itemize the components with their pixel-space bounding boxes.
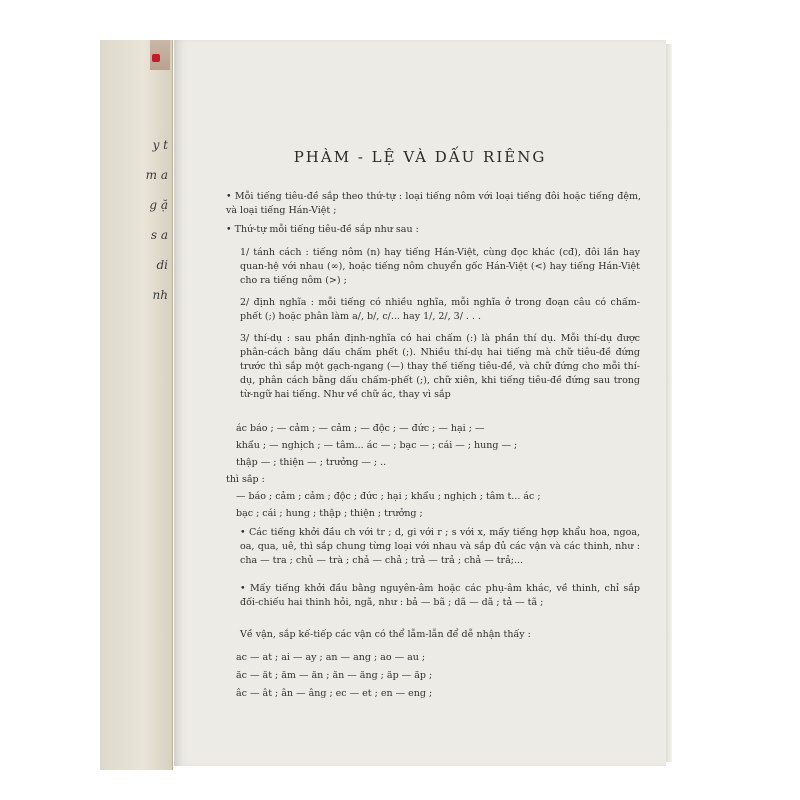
paragraph-2: • Thứ-tự mỗi tiếng tiêu-đề sắp như sau : [226,224,419,235]
vowel-row-3: âc — ât ; ân — âng ; ec — et ; en — eng ; [236,688,433,699]
paragraph-6: • Các tiếng khởi đầu ch với tr ; d, gi với r ; s với x, mấy tiếng hợp khẩu hoa, ngoa, oa, qua, uê, thì sắp chung từng loại với nhau và sắp đủ các vận và các thinh, như : cha — tra ; chủ — trà ; chả — chả ; trả — trả ; chả — trả;... [240,527,640,566]
left-page-edge [100,40,173,770]
example-line-2: khẩu ; — nghịch ; — tâm... ác — ; bạc — ; cái — ; hung — ; [236,440,518,451]
paragraph-7: • Mấy tiếng khởi đầu bằng nguyên-âm hoặc các phụ-âm khác, về thinh, chỉ sắp đối-chiếu hai thinh hỏi, ngã, như : bả — bã ; dã — dã ; tả — tã ; [240,583,640,608]
example-line-3: thập — ; thiện — ; trưởng — ; .. [236,457,387,468]
example-line-4: thì sắp : [226,474,265,485]
paragraph-4: 2/ định nghĩa : mỗi tiếng có nhiều nghĩa, mỗi nghĩa ở trong đoạn câu có chấm-phết (;) hoặc phân làm a/, b/, c/... hay 1/, 2/, 3/ . . . [240,297,640,322]
page-title: PHÀM - LỆ VÀ DẤU RIÊNG [293,148,547,166]
vowel-row-2: ăc — ăt ; ăm — ăn ; ăn — ăng ; ăp — ăp ; [236,670,433,681]
page-stack-edge [666,44,672,762]
left-margin-text: y t m a g ặ s a di nh [145,138,168,302]
example-line-5: — báo ; cảm ; cảm ; độc ; đức ; hại ; khẩu ; nghịch ; tâm t... ác ; [236,491,541,502]
spine-ribbon [152,54,160,62]
paragraph-1: • Mỗi tiếng tiêu-đề sắp theo thứ-tự : loại tiếng nôm với loại tiếng đôi hoặc tiếng đệm, và loại tiếng Hán-Việt ; [226,191,641,216]
paragraph-8: Về vận, sắp kế-tiếp các vận có thể lẫm-lẫn để dễ nhận thấy : [240,629,531,640]
paragraph-5: 3/ thí-dụ : sau phần định-nghĩa có hai chấm (:) là phần thí dụ. Mỗi thí-dụ được phân-cách bằng dấu chấm phết (;). Nhiều thí-dụ hai tiếng mà chữ tiêu-đề đứng trước thì sắp một gạch-ngang (—) thay thế tiếng tiêu-đề, và chữ đứng cho mỗi thí-dụ, phân cách bằng dấu chấm-phết (;), chữ xiên, khi tiếng tiêu-đề đứng sau trong từ-ngữ hai tiếng. Như về chữ ác, thay vì sắp [240,333,640,400]
example-line-1: ác báo ; — cảm ; — cảm ; — độc ; — đức ; — hại ; — [236,423,485,434]
book-page [174,40,666,766]
vowel-row-1: ac — at ; ai — ay ; an — ang ; ao — au ; [236,652,426,663]
example-line-6: bạc ; cái ; hung ; thập ; thiện ; trưởng ; [236,508,423,519]
paragraph-3: 1/ tánh cách : tiếng nôm (n) hay tiếng Hán-Việt, cùng đọc khác (cđ), đôi lần hay quan-hệ với nhau (∞), hoặc tiếng nôm chuyển gốc Hán-Việt (<) hay tiếng Hán-Việt cho ra tiếng nôm (>) ; [240,247,640,286]
